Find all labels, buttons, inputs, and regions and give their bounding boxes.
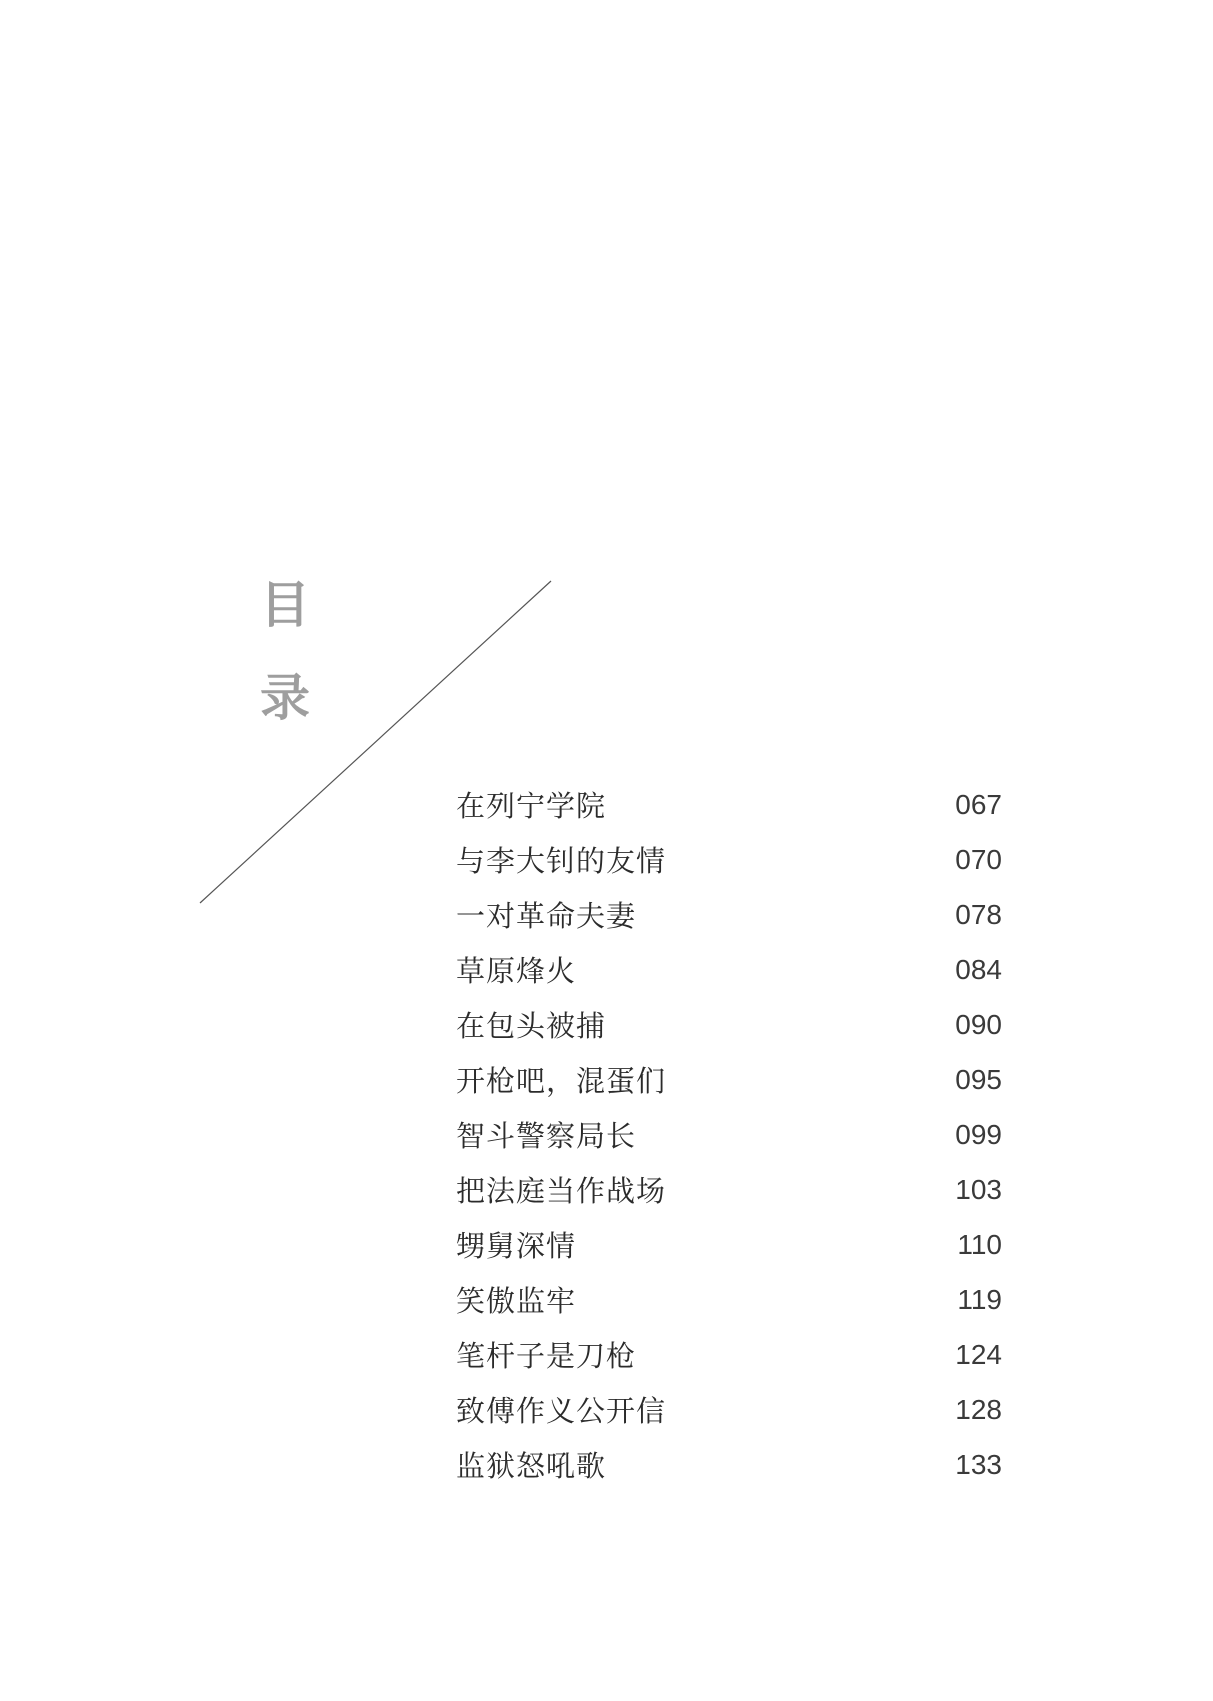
- toc-entry[interactable]: [456, 1437, 1002, 1492]
- toc-entry-title: 智斗警察局长: [456, 1119, 637, 1153]
- toc-entry[interactable]: [456, 1162, 1002, 1217]
- toc-list: [456, 777, 1002, 1492]
- toc-entry-title: 致傅作义公开信: [456, 1394, 667, 1428]
- toc-entry-page: 084: [955, 953, 1002, 985]
- toc-entry[interactable]: [456, 832, 1002, 887]
- toc-entry[interactable]: [456, 1327, 1002, 1382]
- toc-entry-title: 一对革命夫妻: [456, 899, 637, 933]
- toc-entry[interactable]: [456, 1217, 1002, 1272]
- toc-entry-title: 甥舅深情: [456, 1229, 577, 1263]
- toc-entry-title: 在包头被捕: [456, 1009, 607, 1043]
- toc-entry-page: 070: [955, 843, 1002, 875]
- toc-entry-title: 开枪吧，混蛋们: [456, 1064, 667, 1098]
- toc-entry-page: 124: [955, 1338, 1002, 1370]
- toc-entry[interactable]: [456, 997, 1002, 1052]
- toc-entry-title: 笑傲监牢: [456, 1284, 577, 1318]
- toc-entry[interactable]: [456, 1107, 1002, 1162]
- toc-entry-title: 在列宁学院: [456, 789, 607, 823]
- toc-entry-page: 133: [955, 1448, 1002, 1480]
- toc-entry-page: 103: [955, 1173, 1002, 1205]
- toc-entry[interactable]: [456, 777, 1002, 832]
- toc-entry-page: 119: [957, 1283, 1002, 1315]
- toc-entry[interactable]: [456, 1382, 1002, 1437]
- toc-entry-title: 监狱怒吼歌: [456, 1449, 607, 1483]
- toc-entry-page: 110: [957, 1228, 1002, 1260]
- toc-entry-title: 笔杆子是刀枪: [456, 1339, 637, 1373]
- toc-entry-page: 095: [955, 1063, 1002, 1095]
- toc-entry[interactable]: [456, 1272, 1002, 1327]
- toc-entry-title: 把法庭当作战场: [456, 1174, 667, 1208]
- toc-entry-title: 与李大钊的友情: [456, 844, 667, 878]
- toc-entry-title: 草原烽火: [456, 954, 577, 988]
- heading-char-lu: 录: [260, 668, 310, 727]
- toc-entry[interactable]: [456, 942, 1002, 997]
- toc-entry-page: 078: [955, 898, 1002, 930]
- heading-char-mu: 目: [260, 575, 310, 634]
- toc-entry[interactable]: [456, 1052, 1002, 1107]
- toc-entry-page: 067: [955, 788, 1002, 820]
- toc-entry-page: 128: [955, 1393, 1002, 1425]
- toc-entry-page: 099: [955, 1118, 1002, 1150]
- toc-entry[interactable]: [456, 887, 1002, 942]
- toc-entry-page: 090: [955, 1008, 1002, 1040]
